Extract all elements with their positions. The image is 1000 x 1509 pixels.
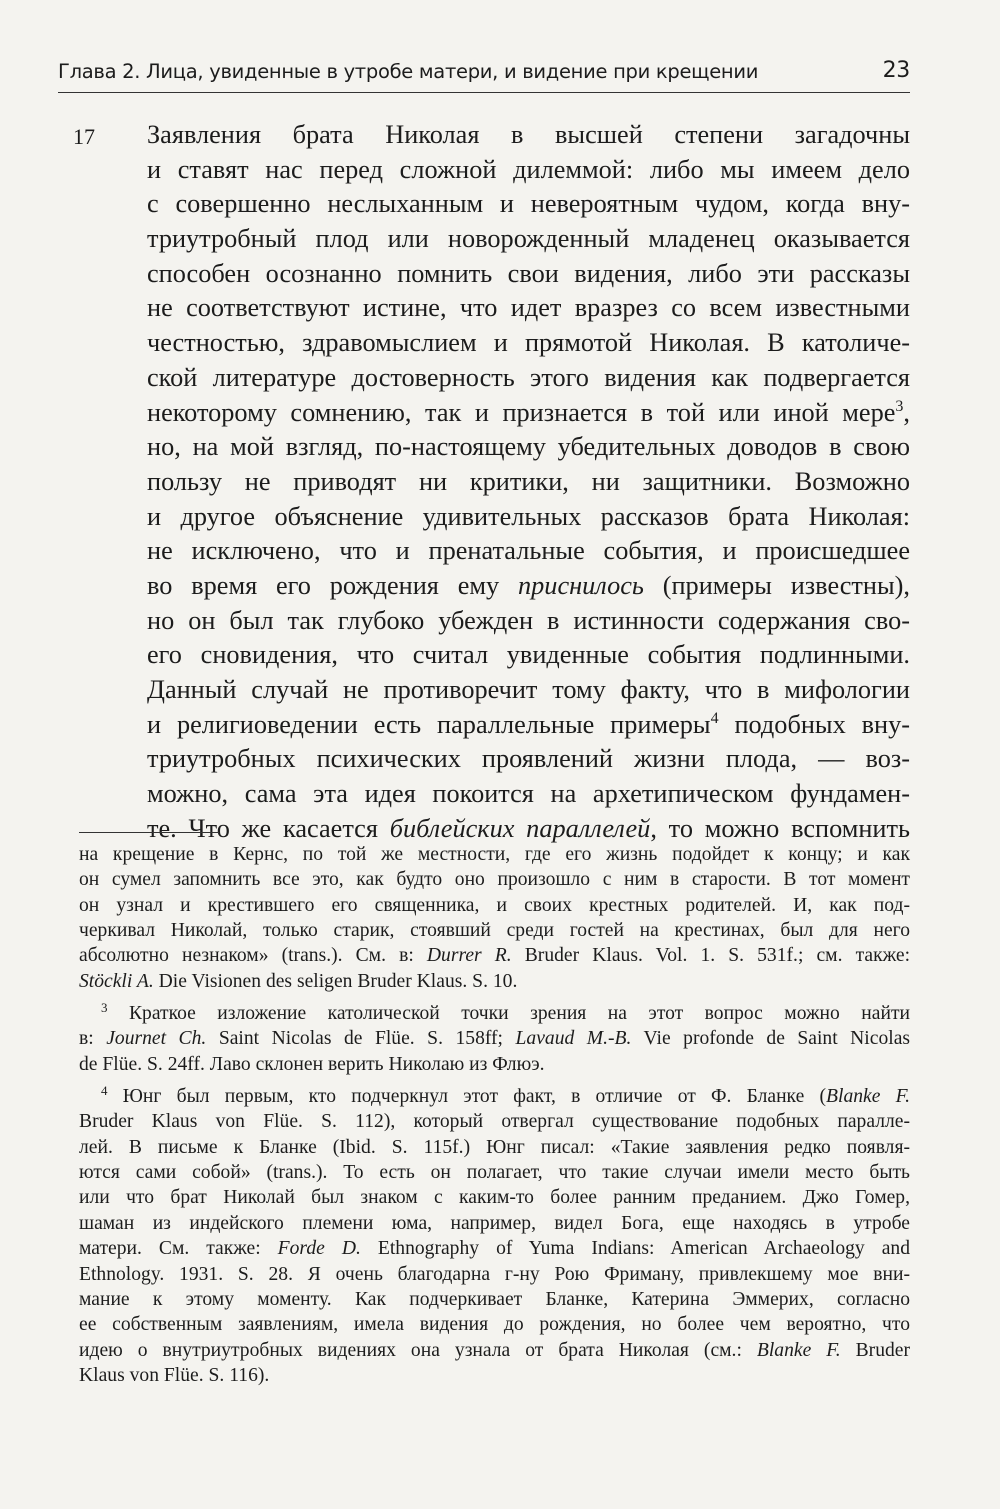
text-line: триутробный плод или новорожденный младенец оказывается [147,224,910,254]
text-line: ской литературе достоверность этого видения как подвергается [147,362,910,392]
text-line: триутробных психических проявлений жизни плода, — воз- [147,744,910,774]
text-fragment: Ethnography of Yuma Indians: American Archaeology and [360,1238,910,1260]
footnote-4-line: или что брат Николай был знаком с каким-то более ранним преданием. Джо Гомер, [79,1187,910,1209]
footnote-4-line [79,1338,910,1363]
text-fragment: (примеры известны), [643,570,911,600]
text-fragment: идею о внутриутробных видениях она узнала от брата Николая (см.: [79,1339,757,1361]
footnote-line: на крещение в Кернс, по той же местности, где его жизнь подойдет к концу; и как [79,844,910,865]
text-line [147,708,910,743]
text-line: но он был так глубоко убежден в истинности содержания сво- [147,605,910,635]
text-line: Данный случай не противоречит тому факту, что в мифологии [147,675,910,704]
citation-author: Forde D. [277,1238,361,1260]
text-line: честностью, здравомыслием и прямотой Николая. В католиче- [147,328,910,358]
text-fragment: во время его рождения ему [147,570,518,600]
text-fragment: , [903,397,910,427]
footnote-4-line: шаман из индейского племени юма, например, видел Бога, еще находясь в утробе [79,1212,910,1234]
footnotes [79,842,910,1388]
paragraph-number: 17 [73,124,95,149]
text-line [147,396,910,431]
text-fragment: Die Visionen des seligen Bruder Klaus. S. 10. [153,970,518,992]
emphasis: библейских параллелей [389,813,651,843]
footnote-4-line: лей. В письме к Бланке (Ibid. S. 115f.) Юнг писал: «Такие заявления редко появля- [79,1136,910,1158]
text-fragment: Vie profonde de Saint Nicolas [631,1028,911,1050]
citation-author: Lavaud M.-B. [515,1028,632,1050]
text-line: его сновидения, что считал увиденные события подлинными. [147,640,910,670]
footnote-ref-4[interactable]: 4 [710,709,719,727]
emphasis: приснилось [518,570,644,600]
footnote-3-line [79,1026,910,1051]
footnote-line [79,943,910,968]
citation-author: Blanke F. [756,1339,841,1361]
header-rule [58,92,910,93]
footnote-4-line: ее собственным заявлениям, имела видения до рождения, но более чем вероятно, что [79,1314,910,1336]
citation-author: Stöckli A. [79,970,154,992]
footnote-3-line [79,1001,910,1026]
text-fragment: абсолютно незнаком» (trans.). См. в: [79,945,427,967]
footnote-4-line [79,1236,910,1261]
text-fragment: Bruder Klaus. Vol. 1. S. 531f.; см. также: [511,945,911,967]
footnote-line: он узнал и крестившего его священника, и своих крестных родителей. И, как под- [79,894,910,916]
footnote-4-number: 4 [101,1083,108,1099]
text-fragment: Bruder [840,1339,911,1361]
text-line: но, на мой взгляд, по-настоящему убедительных доводов в свою [147,432,910,462]
citation-author: Journet Ch. [106,1028,207,1050]
citation-author: Blanke F. [826,1086,910,1108]
footnote-4-line: ются сами собой» (trans.). То есть он полагает, что такие случаи имели место быть [79,1162,910,1184]
text-fragment: матери. См. также: [79,1238,278,1260]
text-line: Заявления брата Николая в высшей степени загадочны [147,120,910,149]
footnote-4-line: Bruder Klaus von Flüe. S. 112), который отвергал существование подобных паралле- [79,1111,910,1133]
text-fragment: , то можно вспомнить [650,813,910,843]
footnote-ref-3[interactable]: 3 [895,397,904,415]
footnote-rule [79,832,219,833]
text-line: не исключено, что и пренатальные события, и происшедшее [147,536,910,566]
text-fragment: и религиоведении есть параллельные примеры [147,709,711,739]
footnote-4-line: мание к этому моменту. Как подчеркивает Бланке, Катерина Эммерих, согласно [79,1288,910,1310]
text-fragment: в: [79,1028,107,1050]
footnote-line: он сумел запомнить все это, как будто оно произошло с ним в старости. В тот момент [79,869,910,891]
text-fragment: Saint Nicolas de Flüe. S. 158ff; [206,1028,516,1050]
text-fragment: некоторому сомнению, так и признается в той или иной мере [147,397,896,427]
text-fragment: те. Что же касается [147,813,390,843]
text-line: и ставят нас перед сложной дилеммой: либо мы имеем дело [147,154,910,184]
text-fragment: Краткое изложение католической точки зрения на этот вопрос можно найти [107,1003,910,1025]
footnote-4-line: Klaus von Flüe. S. 116). [79,1364,270,1386]
footnote-4-line [79,1084,910,1109]
text-line: и другое объяснение удивительных рассказов брата Николая: [147,501,910,531]
citation-author: Durrer R. [426,945,512,967]
text-line: пользу не приводят ни критики, ни защитники. Возможно [147,466,910,496]
text-line: можно, сама эта идея покоится на архетипическом фундамен- [147,779,910,809]
text-line: способен осознанно помнить свои видения, либо эти рассказы [147,258,910,288]
main-paragraph [147,118,910,846]
text-line: с совершенно неслыханным и невероятным чудом, когда вну- [147,189,910,219]
chapter-title: Глава 2. Лица, увиденные в утробе матери, и видение при крещении [58,60,759,83]
running-header [58,58,910,90]
footnote-3-line: de Flüe. S. 24ff. Лаво склонен верить Николаю из Флюэ. [79,1053,545,1075]
text-fragment: Юнг был первым, кто подчеркнул этот факт, в отличие от Ф. Бланке ( [107,1086,827,1108]
footnote-line [79,969,910,994]
text-fragment: подобных вну- [718,709,910,739]
footnote-line: черкивал Николай, только старик, стоявший среди гостей на крестинах, был для него [79,920,910,942]
text-line [147,569,910,604]
page-number: 23 [882,58,910,83]
text-line: не соответствуют истине, что идет вразрез со всем известными [147,293,910,323]
footnote-3-number: 3 [101,1000,108,1016]
footnote-4-line: Ethnology. 1931. S. 28. Я очень благодарна г-ну Рою Фриману, привлекшему мое вни- [79,1263,910,1285]
